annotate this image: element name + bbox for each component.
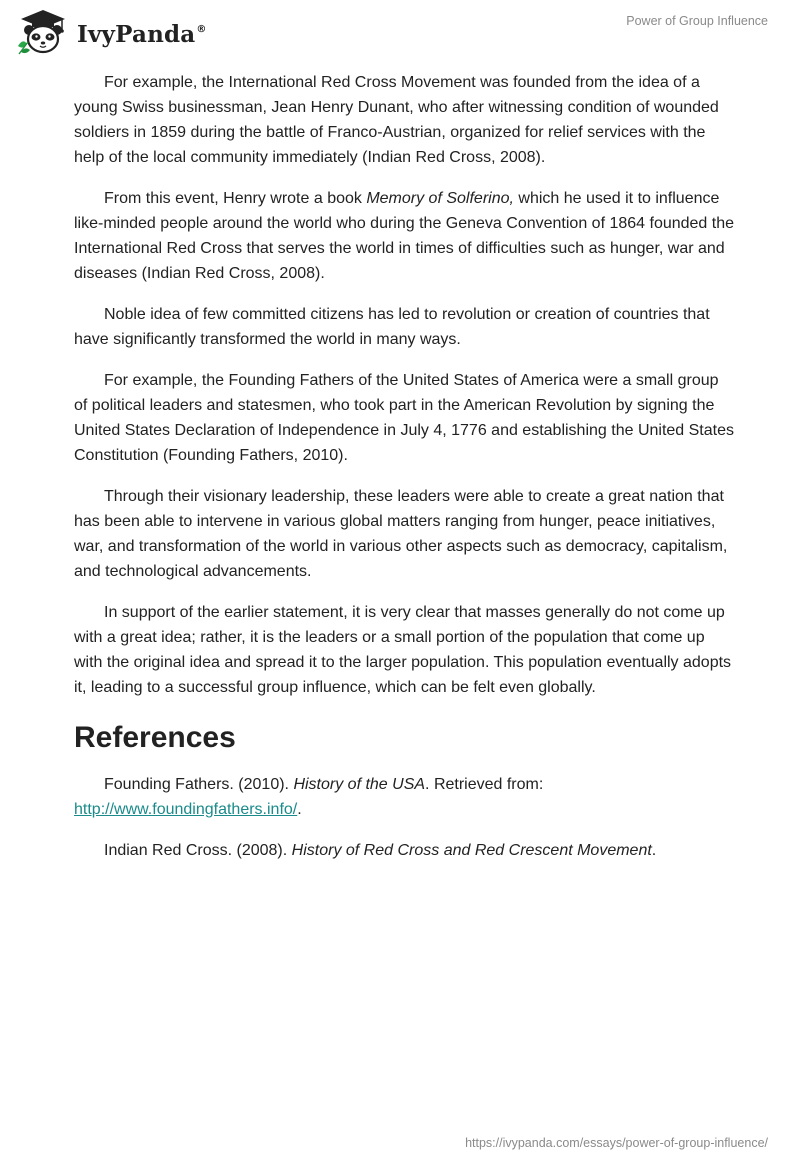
reference-item: Founding Fathers. (2010). History of the USA. Retrieved from: http://www.foundingfathers.info/.	[74, 776, 544, 818]
ivypanda-logo[interactable]	[15, 8, 207, 56]
document-title: Power of Group Influence	[626, 14, 768, 28]
panda-graduate-icon	[15, 8, 71, 56]
reference-item: Indian Red Cross. (2008). History of Red Cross and Red Crescent Movement.	[104, 842, 657, 859]
paragraph-2: From this event, Henry wrote a book Memory of Solferino, which he used it to influence like-minded people around the world who during the Geneva Convention of 1864 founded the International Red Cross that serves the world in times of difficulties such as hunger, war and diseases (Indian Red Cross, 2008).	[74, 190, 735, 282]
paragraph-6: In support of the earlier statement, it is very clear that masses generally do not come up with a great idea; rather, it is the leaders or a small portion of the population that come up with the original idea and spread it to the larger population. This population eventually adopts it, leading to a successful group influence, which can be felt even globally.	[74, 604, 732, 696]
reference-link[interactable]: http://www.foundingfathers.info/	[74, 801, 298, 818]
book-title: Memory of Solferino,	[366, 190, 514, 207]
page-header	[0, 0, 800, 60]
registered-mark: ®	[196, 23, 207, 35]
references-heading: References	[74, 721, 236, 754]
source-url[interactable]: https://ivypanda.com/essays/power-of-group-influence/	[465, 1136, 768, 1150]
paragraph-4: For example, the Founding Fathers of the United States of America were a small group of political leaders and statesmen, who took part in the American Revolution by signing the United States Declaration of Independence in July 4, 1776 and establishing the United States Constitution (Founding Fathers, 2010).	[74, 372, 734, 464]
paragraph-3: Noble idea of few committed citizens has led to revolution or creation of countries that have significantly transformed the world in many ways.	[74, 306, 710, 348]
essay-content	[74, 70, 734, 879]
paragraph-1: For example, the International Red Cross Movement was founded from the idea of a young Swiss businessman, Jean Henry Dunant, who after witnessing condition of wounded soldiers in 1859 during the battle of Franco-Austrian, organized for relief services with the help of the local community immediately (Indian Red Cross, 2008).	[74, 74, 719, 166]
brand-name: IvyPanda®	[77, 20, 207, 48]
paragraph-5: Through their visionary leadership, these leaders were able to create a great nation that has been able to intervene in various global matters ranging from hunger, peace initiatives, war, and transformation of the world in various other aspects such as democracy, capitalism, and technological advancements.	[74, 488, 728, 580]
